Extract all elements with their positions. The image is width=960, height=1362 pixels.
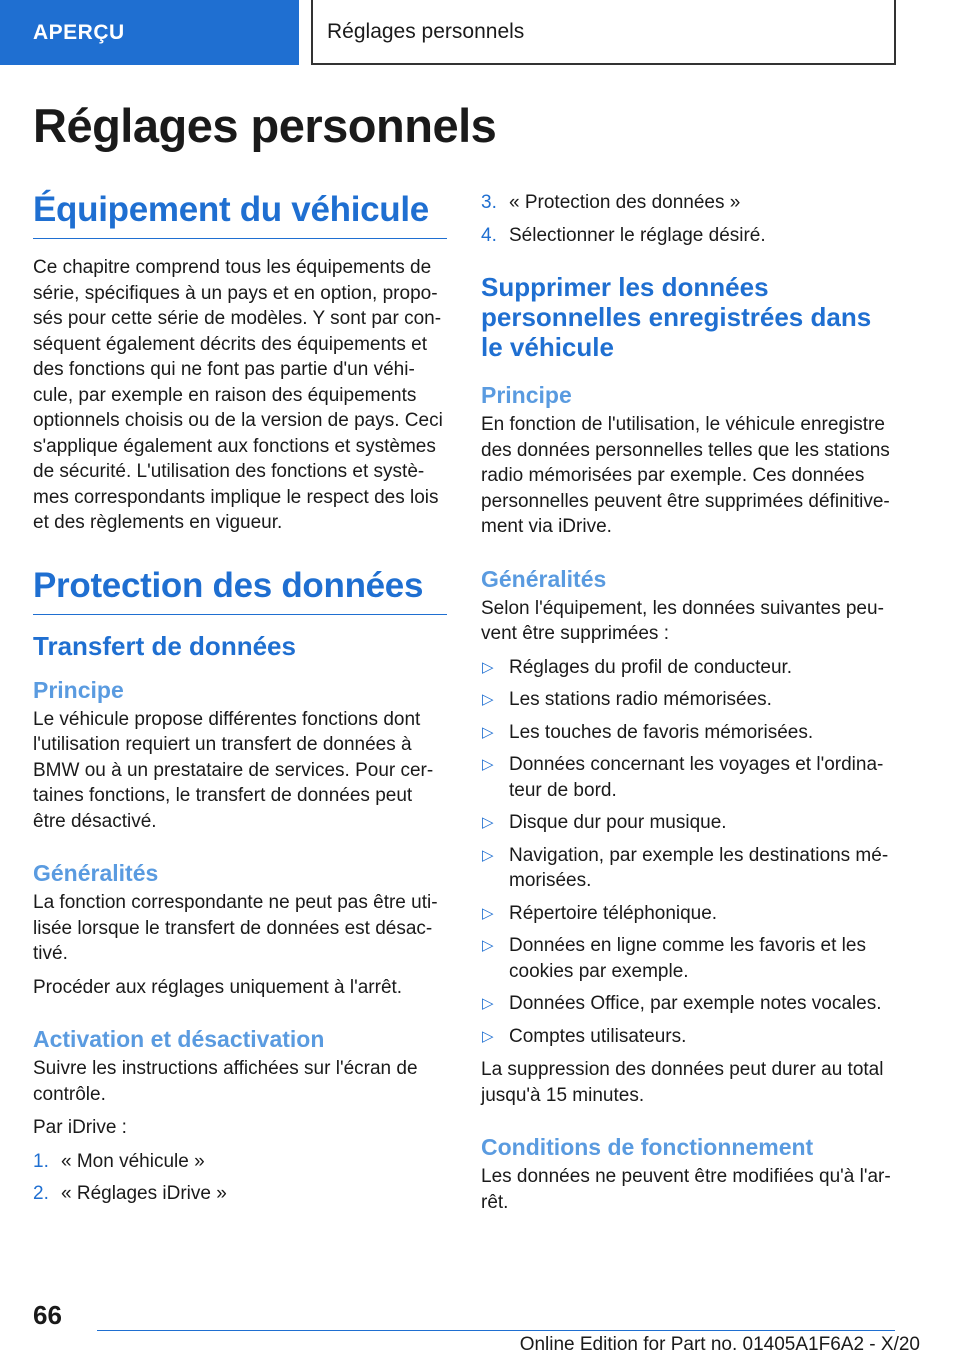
list-item — [481, 752, 895, 803]
footer-edition-text: Online Edition for Part no. 01405A1F6A2 - X/20 — [519, 1334, 920, 1355]
paragraph-activation: Suivre les instructions affichées sur l'écran de contrôle. — [33, 1058, 418, 1105]
bullet-text: Répertoire téléphonique. — [509, 902, 718, 924]
list-item — [481, 810, 895, 836]
bullet-text: Réglages du profil de conducteur. — [509, 656, 793, 678]
list-item — [481, 901, 895, 927]
list-item — [481, 190, 895, 216]
paragraph-idrive: Par iDrive : — [33, 1117, 127, 1138]
paragraph-principe: Le véhicule propose différentes fonctions dont l'utilisation requiert un transfert de données à BMW ou à un prestataire de services. Pour certaines fonctions, le transfert de données peut être désactivé. — [33, 708, 434, 832]
step-text: « Protection des données » — [509, 192, 741, 213]
triangle-bullet-icon: ▷ — [482, 814, 494, 831]
bullet-text: Données en ligne comme les favoris et les cookies par exemple. — [509, 935, 866, 982]
steps-list-left — [33, 1149, 447, 1207]
list-item — [481, 933, 895, 984]
page-number: 66 — [33, 1300, 62, 1330]
left-column — [33, 190, 447, 1215]
step-number: 4. — [481, 224, 497, 246]
bullet-text: Comptes utilisateurs. — [509, 1025, 687, 1047]
list-item — [481, 687, 895, 713]
paragraph-conditions: Les données ne peuvent être modifiées qu'à l'arrêt. — [481, 1166, 891, 1213]
heading-supprimer-donnees: Supprimer les données personnelles enregistrées dans le véhicule — [481, 272, 872, 362]
page-title: Réglages personnels — [33, 99, 497, 152]
step-text: « Réglages iDrive » — [61, 1183, 227, 1204]
paragraph-generalites-1: La fonction correspondante ne peut pas être utilisée lorsque le transfert de données est désactivé. — [33, 892, 438, 964]
triangle-bullet-icon: ▷ — [482, 995, 494, 1012]
paragraph-principe-right: En fonction de l'utilisation, le véhicule enregistre des données personnelles telles que les stations radio mémorisées par exemple. Ces données personnelles peuvent être supprimées définitivement via iDrive. — [481, 414, 890, 537]
bullet-list — [481, 655, 895, 1050]
bullet-text: Les stations radio mémorisées. — [509, 689, 772, 710]
bullet-text: Données concernant les voyages et l'ordinateur de bord. — [509, 754, 884, 801]
paragraph-equipement: Ce chapitre comprend tous les équipements de série, spécifiques à un pays et en option, proposés pour cette série de modèles. Y sont par conséquent également décrits des équipements et des fonctions qui ne font pas partie d'un véhicule, par exemple en raison des équipements optionnels choisis ou de la version de pays. Ceci s'applique également aux fonctions et systèmes de sécurité. L'utilisation des fonctions et systèmes correspondants implique le respect des lois et des règlements en vigueur. — [33, 257, 443, 533]
heading-conditions: Conditions de fonctionnement — [481, 1134, 814, 1160]
heading-transfert-donnees: Transfert de données — [33, 630, 296, 661]
triangle-bullet-icon: ▷ — [482, 846, 494, 864]
list-item — [481, 223, 895, 249]
triangle-bullet-icon: ▷ — [482, 691, 494, 708]
tab-current-section[interactable]: Réglages personnels — [311, 0, 896, 65]
triangle-bullet-icon: ▷ — [482, 658, 494, 676]
heading-equipement: Équipement du véhicule — [33, 190, 447, 239]
bullet-text: Données Office, par exemple notes vocales. — [509, 993, 882, 1014]
triangle-bullet-icon: ▷ — [482, 756, 494, 773]
right-column — [481, 190, 895, 1223]
bullet-text: Les touches de favoris mémorisées. — [509, 721, 814, 743]
triangle-bullet-icon: ▷ — [482, 937, 494, 954]
list-item — [33, 1181, 447, 1207]
step-number: 1. — [33, 1150, 49, 1172]
list-item — [481, 720, 895, 746]
heading-generalites: Généralités — [33, 860, 159, 886]
triangle-bullet-icon: ▷ — [482, 723, 494, 741]
triangle-bullet-icon: ▷ — [482, 1027, 494, 1045]
bullet-text: Disque dur pour musique. — [509, 812, 727, 833]
list-item — [481, 991, 895, 1017]
steps-list-right — [481, 190, 895, 248]
tab-apercu[interactable]: APERÇU — [0, 0, 299, 65]
step-number: 2. — [33, 1183, 49, 1204]
heading-principe-right: Principe — [481, 382, 572, 408]
step-number: 3. — [481, 192, 497, 213]
paragraph-generalites-2: Procéder aux réglages uniquement à l'arrêt. — [33, 976, 403, 998]
footer-divider — [97, 1330, 895, 1331]
paragraph-duree: La suppression des données peut durer au total jusqu'à 15 minutes. — [481, 1059, 884, 1106]
heading-activation: Activation et désactivation — [33, 1026, 325, 1052]
list-item — [33, 1149, 447, 1175]
list-item — [481, 843, 895, 894]
triangle-bullet-icon: ▷ — [482, 904, 494, 922]
heading-generalites-right: Généralités — [481, 565, 607, 592]
step-text: Sélectionner le réglage désiré. — [509, 224, 766, 246]
bullet-text: Navigation, par exemple les destinations mémorisées. — [509, 844, 889, 891]
heading-principe: Principe — [33, 676, 124, 703]
heading-protection-donnees: Protection des données — [33, 566, 447, 615]
paragraph-generalites-right: Selon l'équipement, les données suivantes peuvent être supprimées : — [481, 597, 884, 644]
list-item — [481, 655, 895, 681]
step-text: « Mon véhicule » — [61, 1150, 205, 1172]
list-item — [481, 1024, 895, 1050]
